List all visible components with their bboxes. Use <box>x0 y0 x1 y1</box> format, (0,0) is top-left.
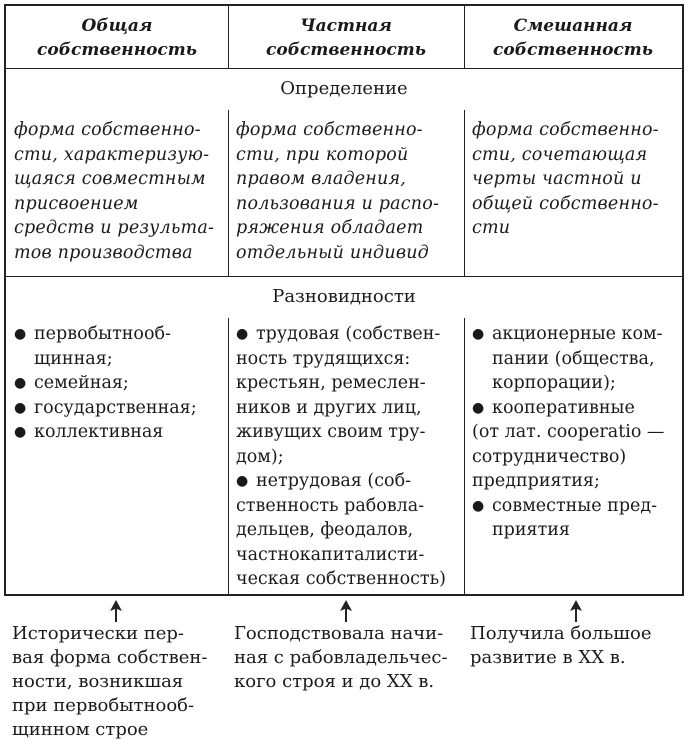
definition-line: сти, при которой <box>236 144 409 165</box>
types-list-mixed <box>472 322 680 543</box>
definition-line: сти, характеризую- <box>14 144 210 165</box>
column-divider <box>464 318 465 596</box>
list-item-line: акционерные ком- <box>492 324 663 344</box>
list-item <box>14 322 224 371</box>
header-divider <box>6 68 682 69</box>
bullet-icon: ● <box>236 326 249 342</box>
bullet-icon: ● <box>14 375 27 391</box>
bullet-icon: ● <box>472 497 485 514</box>
definition-line: общей собственно- <box>472 193 659 214</box>
header-line: собственность <box>493 40 653 60</box>
header-mixed <box>464 14 682 62</box>
list-item <box>472 322 680 396</box>
list-item <box>14 396 224 421</box>
arrow-up-icon <box>110 600 122 622</box>
note-line: при первобытнооб- <box>12 695 195 716</box>
list-item-line: живущих своим тру- <box>236 422 426 442</box>
list-item <box>472 396 680 494</box>
list-item-line: семейная; <box>34 373 129 393</box>
list-item-line: (от лат. cooperatio — <box>472 422 665 442</box>
list-item-line: ность трудящихся: <box>236 348 411 369</box>
column-divider <box>464 110 465 276</box>
section-divider <box>6 276 682 277</box>
definition-line: форма собственно- <box>236 120 423 140</box>
definition-line: щаяся совместным <box>14 169 206 189</box>
definition-common <box>14 118 222 265</box>
list-item-line: крестьян, ремеслен- <box>236 373 426 393</box>
header-line: Частная <box>300 16 392 36</box>
definition-line: сти <box>472 218 511 238</box>
bullet-icon: ● <box>14 326 27 342</box>
note-line: развитие в XX в. <box>470 647 626 668</box>
header-line: Общая <box>81 16 153 36</box>
column-divider <box>228 110 229 276</box>
note-line: щинном строе <box>12 719 149 740</box>
types-list-common <box>14 322 224 445</box>
definition-line: ряжения обладает <box>236 218 424 238</box>
definition-line: отдельный индивид <box>236 242 429 263</box>
note-line: Господствовала начи- <box>234 623 444 644</box>
list-item-line: сотрудничество) <box>472 446 627 467</box>
definition-line: тов производства <box>14 242 193 263</box>
list-item <box>472 494 680 543</box>
list-item-line: частнокапиталисти- <box>236 544 425 565</box>
list-item <box>236 469 462 592</box>
list-item-line: щинная; <box>34 348 113 369</box>
definition-line: пользования и распо- <box>236 193 440 214</box>
definition-line: сти, сочетающая <box>472 144 648 165</box>
list-item-line: ческая собственность) <box>236 569 446 589</box>
definition-line: форма собственно- <box>472 120 659 140</box>
header-private <box>228 14 464 62</box>
definition-line: черты частной и <box>472 169 642 189</box>
list-item-line: приятия <box>492 520 570 540</box>
list-item-line: коллективная <box>34 422 164 442</box>
arrow-up-icon <box>340 600 352 622</box>
list-item <box>14 371 224 396</box>
note-line: Получила большое <box>470 623 652 644</box>
note-line: ности, возникшая <box>12 671 184 692</box>
note-line: Исторически пер- <box>12 623 184 644</box>
note-common <box>12 622 222 742</box>
list-item <box>236 322 462 469</box>
list-item-line: дом); <box>236 446 284 467</box>
ownership-table <box>4 4 684 596</box>
bullet-icon: ● <box>472 326 485 342</box>
definition-line: присвоением <box>14 193 139 214</box>
definition-private <box>236 118 458 265</box>
list-item-line: совместные пред- <box>492 495 658 516</box>
list-item-line: корпорации); <box>492 373 616 393</box>
column-divider <box>228 318 229 596</box>
header-line: Смешанная <box>513 16 633 36</box>
list-item-line: государственная; <box>34 397 197 418</box>
definition-line: форма собственно- <box>14 120 201 140</box>
bullet-icon: ● <box>472 399 485 416</box>
list-item-line: предприятия; <box>472 471 600 491</box>
list-item <box>14 420 224 445</box>
note-line: кого строя и до XX в. <box>234 671 435 692</box>
bullet-icon: ● <box>14 399 27 416</box>
list-item-line: первобытнооб- <box>34 324 171 344</box>
note-private <box>234 622 464 694</box>
definition-mixed <box>472 118 676 241</box>
list-item-line: кооперативные <box>492 397 635 418</box>
list-item-line: дельцев, феодалов, <box>236 520 414 540</box>
header-line: собственность <box>266 40 426 60</box>
types-list-private <box>236 322 462 592</box>
note-mixed <box>470 622 680 670</box>
note-line: вая форма собствен- <box>12 647 208 668</box>
bullet-icon: ● <box>14 424 27 440</box>
section-title-definition: Определение <box>280 78 408 99</box>
bullet-icon: ● <box>236 473 249 489</box>
arrow-up-icon <box>570 600 582 622</box>
list-item-line: пании (общества, <box>492 348 655 369</box>
list-item-line: трудовая (собствен- <box>256 324 441 344</box>
definition-line: средств и результа- <box>14 218 215 238</box>
list-item-line: ственность рабовла- <box>236 495 425 516</box>
header-line: собственность <box>37 40 197 60</box>
definition-line: правом владения, <box>236 169 407 189</box>
header-common <box>6 14 228 62</box>
section-title-types: Разновидности <box>272 286 416 307</box>
list-item-line: нетрудовая (соб- <box>256 471 412 491</box>
note-line: ная с рабовладельчес- <box>234 647 448 668</box>
list-item-line: ников и других лиц, <box>236 397 422 418</box>
